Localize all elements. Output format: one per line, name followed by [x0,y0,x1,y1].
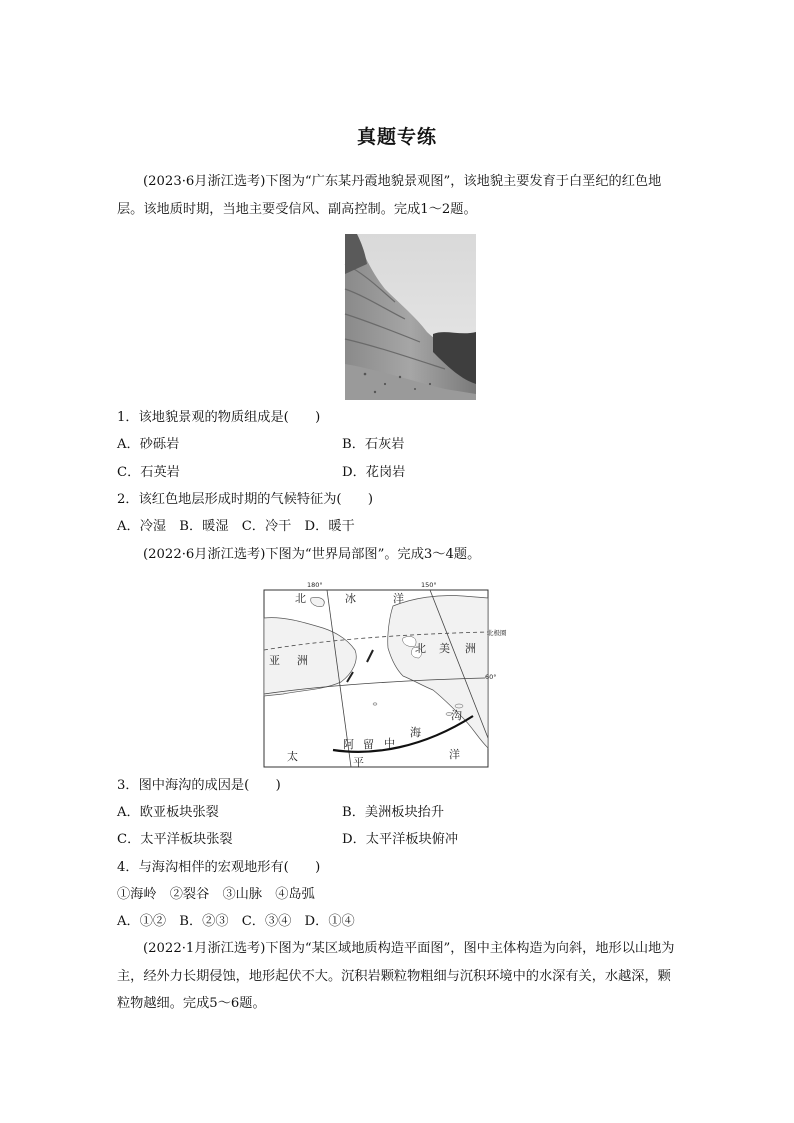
q3-option-b: B．美洲板块抬升 [342,805,445,820]
arctic-circle-label: 北极圈 [487,629,507,637]
q4-items: ①海岭 ②裂谷 ③山脉 ④岛弧 [117,887,315,902]
asia-char-1: 亚 [269,654,280,667]
arctic-ocean-char-3: 洋 [393,592,404,605]
page-title: 真题专练 [356,126,437,148]
pacific-char-1: 太 [287,750,298,763]
q4-options: A．①② B．②③ C．③④ D．①④ [117,914,355,929]
trench-char-4: 海 [410,726,421,739]
intro-paragraph-1: (2023·6月浙江选考)下图为“广东某丹霞地貌景观图”，该地貌主要发育于白垩纪的红色地层。该地质时期，当地主要受信风、副高控制。完成1～2题。 [117,174,662,217]
intro-paragraph-3: (2022·1月浙江选考)下图为“某区域地质构造平面图”，图中主体构造为向斜，地形以山地为主，经外力长期侵蚀，地形起伏不大。沉积岩颗粒物粗细与沉积环境中的水深有关，水越深，颗粒物越细。完成5～6题。 [117,941,675,1011]
q3-option-c: C．太平洋板块张裂 [117,832,233,847]
q3-option-a: A．欧亚板块张裂 [117,805,219,820]
q3-stem: 3．图中海沟的成因是( ) [117,778,281,793]
intro-paragraph-2: (2022·6月浙江选考)下图为“世界局部图”。完成3～4题。 [143,547,481,562]
pacific-char-3: 洋 [449,748,460,761]
q3-option-d: D．太平洋板块俯冲 [342,832,459,847]
trench-char-2: 留 [363,738,374,751]
q4-stem: 4．与海沟相伴的宏观地形有( ) [117,860,321,875]
trench-char-1: 阿 [343,738,354,751]
q2-options: A．冷湿 B．暖湿 C．冷干 D．暖干 [117,519,355,534]
north-america-char-2: 美 [439,642,450,655]
q2-stem: 2．该红色地层形成时期的气候特征为( ) [117,492,374,507]
longitude-180-label: 180° [307,581,323,589]
asia-char-2: 洲 [297,654,308,667]
q1-stem: 1．该地貌景观的物质组成是( ) [117,410,321,425]
q1-option-c: C．石英岩 [117,465,180,480]
q1-option-d: D．花岗岩 [342,465,406,480]
q1-option-b: B．石灰岩 [342,437,405,452]
north-america-char-1: 北 [415,642,426,655]
danxia-landscape-photo [345,234,476,400]
arctic-ocean-char-1: 北 [295,592,306,605]
trench-char-3: 中 [384,737,395,750]
latitude-60-label: 60° [485,673,497,681]
world-partial-map [263,578,507,769]
north-america-char-3: 洲 [465,642,476,655]
q1-option-a: A．砂砾岩 [117,437,180,452]
pacific-char-2: 平 [353,756,364,769]
trench-char-5: 沟 [451,709,462,722]
arctic-ocean-char-2: 冰 [345,592,356,605]
longitude-150-label: 150° [421,581,437,589]
